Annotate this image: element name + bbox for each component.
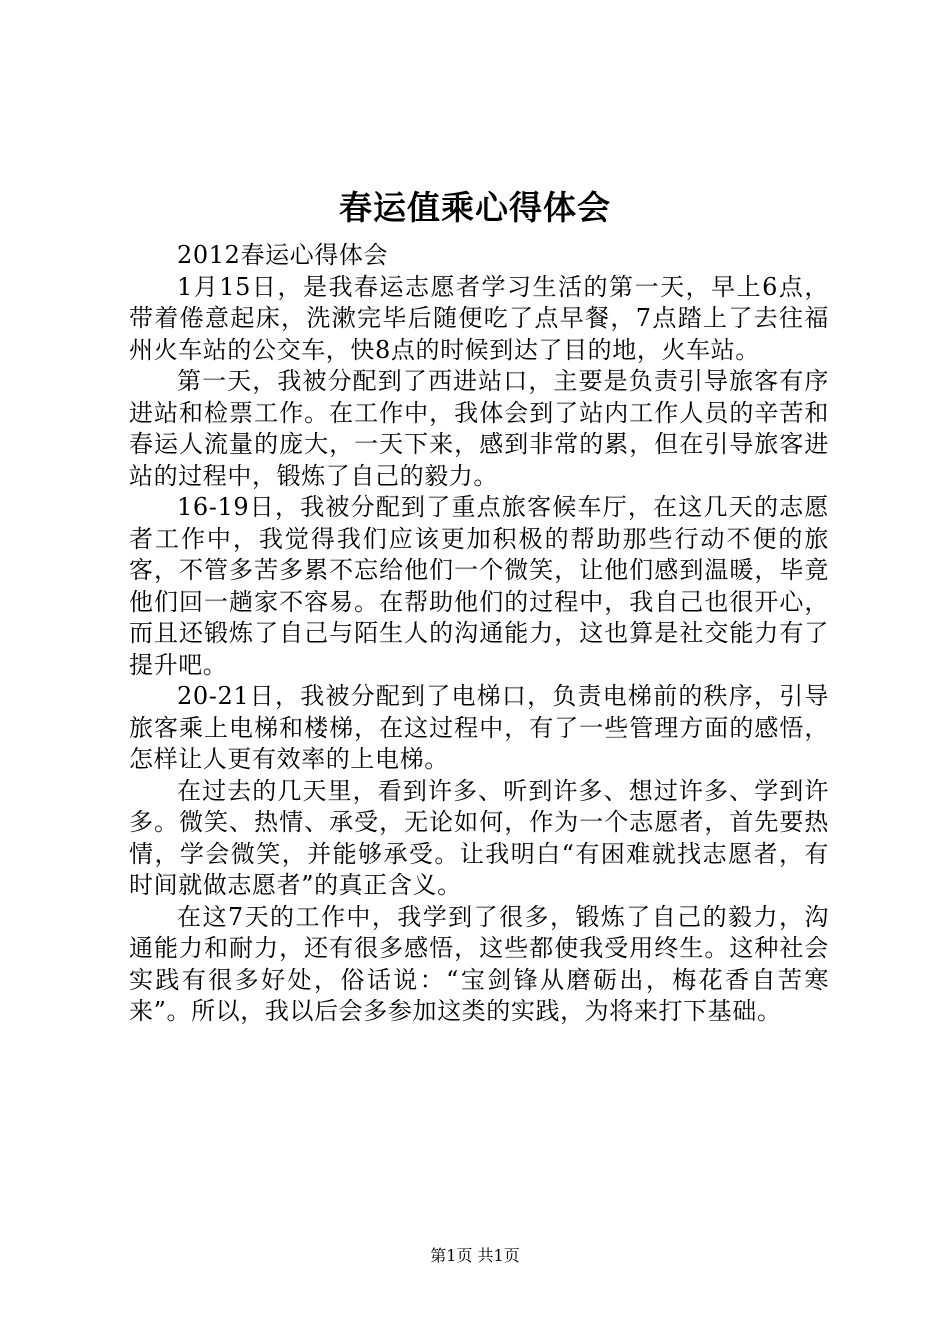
paragraph-heading: 2012春运心得体会 bbox=[177, 241, 389, 269]
paragraph: 在这7天的工作中，我学到了很多，锻炼了自己的毅力，沟通能力和耐力，还有很多感悟，这些都使我受用终生。这种社会实践有很多好处，俗话说：“宝剑锋从磨砺出，梅花香自苦寒来”。所以，我以后会多参加这类的实践，为将来打下基础。 bbox=[129, 902, 829, 1025]
paragraph: 1月15日，是我春运志愿者学习生活的第一天，早上6点，带着倦意起床，洗漱完毕后随便吃了点早餐，7点踏上了去往福州火车站的公交车，快8点的时候到达了目的地，火车站。 bbox=[129, 272, 829, 364]
paragraph: 第一天，我被分配到了西进站口，主要是负责引导旅客有序进站和检票工作。在工作中，我体会到了站内工作人员的辛苦和春运人流量的庞大，一天下来，感到非常的累，但在引导旅客进站的过程中，锻炼了自己的毅力。 bbox=[129, 367, 829, 490]
document-body bbox=[129, 240, 829, 1028]
paragraph: 在过去的几天里，看到许多、听到许多、想过许多、学到许多。微笑、热情、承受，无论如何，作为一个志愿者，首先要热情，学会微笑，并能够承受。让我明白“有困难就找志愿者，有时间就做志愿者”的真正含义。 bbox=[129, 776, 829, 899]
paragraph: 16-19日，我被分配到了重点旅客候车厅，在这几天的志愿者工作中，我觉得我们应该更加积极的帮助那些行动不便的旅客，不管多苦多累不忘给他们一个微笑，让他们感到温暖，毕竟他们回一趟家不容易。在帮助他们的过程中，我自己也很开心，而且还锻炼了自己与陌生人的沟通能力，这也算是社交能力有了提升吧。 bbox=[129, 493, 829, 679]
document-title: 春运值乘心得体会 bbox=[339, 188, 611, 227]
paragraph: 20-21日，我被分配到了电梯口，负责电梯前的秩序，引导旅客乘上电梯和楼梯，在这过程中，有了一些管理方面的感悟，怎样让人更有效率的上电梯。 bbox=[129, 682, 829, 773]
page-footer: 第1页 共1页 bbox=[430, 1246, 520, 1265]
